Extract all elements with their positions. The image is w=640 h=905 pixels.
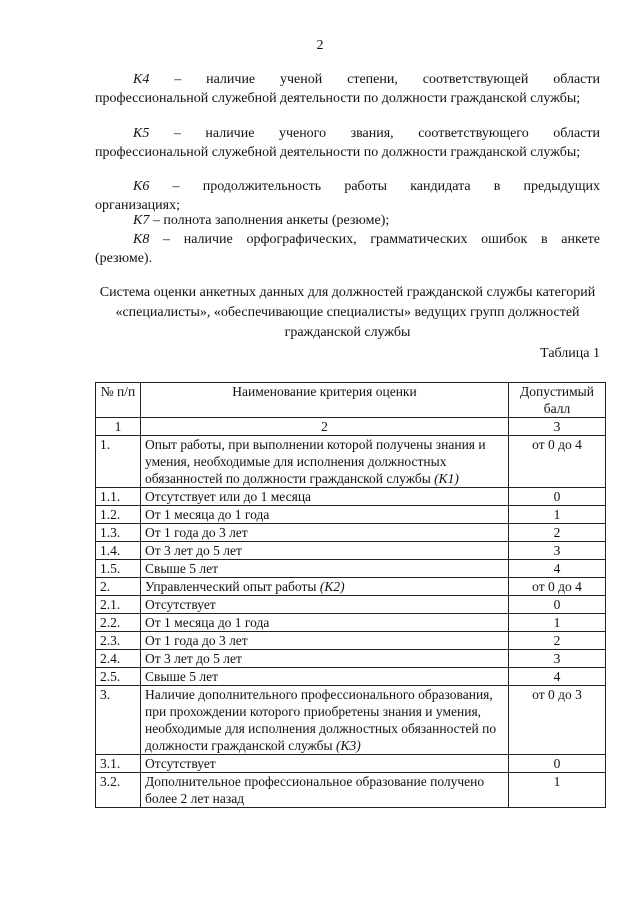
row-number: 2.2.	[96, 614, 141, 632]
row-score: 0	[509, 596, 606, 614]
table-label: Таблица 1	[540, 346, 600, 361]
row-number: 1.5.	[96, 560, 141, 578]
column-number: 3	[509, 418, 606, 436]
criterion-code: K4	[133, 72, 150, 87]
criterion-name: От 1 года до 3 лет	[145, 633, 248, 648]
row-number: 1.3.	[96, 524, 141, 542]
table-row	[96, 524, 606, 542]
table-row	[96, 632, 606, 650]
table-row	[96, 596, 606, 614]
criterion-code: (K1)	[434, 471, 459, 486]
row-score: от 0 до 3	[509, 686, 606, 755]
row-criterion	[141, 773, 509, 808]
criterion-k7	[95, 211, 600, 230]
criterion-first-line: – полнота заполнения анкеты (резюме);	[152, 213, 390, 228]
row-criterion	[141, 668, 509, 686]
column-number-row	[96, 418, 606, 436]
row-score: от 0 до 4	[509, 578, 606, 596]
row-criterion	[141, 686, 509, 755]
criterion-code: (K3)	[335, 738, 361, 753]
criterion-name: Дополнительное профессиональное образование получено более 2 лет назад	[145, 774, 485, 806]
row-score: 1	[509, 773, 606, 808]
criterion-name: От 3 лет до 5 лет	[145, 543, 242, 558]
criterion-name: От 1 месяца до 1 года	[145, 507, 270, 522]
row-score: 1	[509, 506, 606, 524]
row-criterion	[141, 632, 509, 650]
table-row	[96, 542, 606, 560]
criterion-k6	[95, 177, 600, 215]
row-number: 1.4.	[96, 542, 141, 560]
row-number: 3.	[96, 686, 141, 755]
criterion-first-line: – наличие орфографических, грамматических ошибок в анкете	[163, 232, 601, 247]
criterion-code: (K2)	[319, 579, 345, 594]
row-criterion	[141, 506, 509, 524]
table-row	[96, 773, 606, 808]
row-number: 2.1.	[96, 596, 141, 614]
row-criterion	[141, 596, 509, 614]
criterion-name: Свыше 5 лет	[145, 561, 218, 576]
row-criterion	[141, 650, 509, 668]
row-score: 2	[509, 632, 606, 650]
table-row	[96, 436, 606, 488]
criterion-rest: профессиональной служебной деятельности по должности гражданской службы;	[95, 145, 581, 160]
row-score: 4	[509, 668, 606, 686]
criterion-rest: профессиональной служебной деятельности по должности гражданской службы;	[95, 91, 581, 106]
row-number: 3.1.	[96, 755, 141, 773]
criterion-name: Наличие дополнительного профессионального образования, при прохождении которого приобретены знания и умения, необходимые для исполнения должностных обязанностей по должности гражданской службы	[145, 687, 497, 753]
table-row	[96, 578, 606, 596]
criterion-code: K7	[133, 213, 150, 228]
criterion-k5	[95, 124, 600, 162]
table-row	[96, 755, 606, 773]
table-row	[96, 668, 606, 686]
table-body	[96, 436, 606, 808]
row-number: 2.4.	[96, 650, 141, 668]
row-score: 1	[509, 614, 606, 632]
row-criterion	[141, 542, 509, 560]
row-score: 0	[509, 488, 606, 506]
criterion-name: От 3 лет до 5 лет	[145, 651, 242, 666]
criterion-first-line: – наличие ученой степени, соответствующей области	[174, 72, 600, 87]
header-number: № п/п	[96, 383, 141, 418]
criterion-name: Опыт работы, при выполнении которой получены знания и умения, необходимые для исполнения должностных обязанностей по должности гражданской службы	[145, 437, 486, 486]
row-criterion	[141, 488, 509, 506]
criterion-first-line: – наличие ученого звания, соответствующего области	[173, 126, 601, 141]
scoring-table	[95, 382, 606, 808]
criterion-code: K5	[133, 126, 150, 141]
table-row	[96, 650, 606, 668]
criterion-rest: организациях;	[95, 198, 180, 213]
row-criterion	[141, 560, 509, 578]
column-number: 1	[96, 418, 141, 436]
row-score: от 0 до 4	[509, 436, 606, 488]
criterion-name: Отсутствует	[145, 756, 216, 771]
section-title: Система оценки анкетных данных для должностей гражданской службы категорий «специалисты», «обеспечивающие специалисты» ведущих групп должностей гражданской службы	[99, 285, 596, 340]
criterion-name: От 1 года до 3 лет	[145, 525, 248, 540]
row-number: 1.	[96, 436, 141, 488]
criterion-name: Отсутствует	[145, 597, 216, 612]
table-row	[96, 488, 606, 506]
criterion-name: Управленческий опыт работы	[145, 579, 317, 594]
row-criterion	[141, 436, 509, 488]
criterion-rest: (резюме).	[95, 251, 153, 266]
criterion-name: Свыше 5 лет	[145, 669, 218, 684]
criterion-code: K8	[133, 232, 150, 247]
page-number: 2	[316, 38, 324, 53]
table-header-row	[96, 383, 606, 418]
row-number: 3.2.	[96, 773, 141, 808]
header-score: Допустимый балл	[509, 383, 606, 418]
row-criterion	[141, 614, 509, 632]
table-row	[96, 686, 606, 755]
criterion-name: Отсутствует или до 1 месяца	[145, 489, 312, 504]
row-score: 0	[509, 755, 606, 773]
row-criterion	[141, 755, 509, 773]
criterion-k4	[95, 70, 600, 108]
row-score: 3	[509, 542, 606, 560]
row-score: 3	[509, 650, 606, 668]
row-number: 2.	[96, 578, 141, 596]
criterion-name: От 1 месяца до 1 года	[145, 615, 270, 630]
criterion-k8	[95, 230, 600, 268]
row-criterion	[141, 578, 509, 596]
table-row	[96, 506, 606, 524]
criterion-code: K6	[133, 179, 150, 194]
row-number: 1.2.	[96, 506, 141, 524]
column-number: 2	[141, 418, 509, 436]
row-number: 2.5.	[96, 668, 141, 686]
table-row	[96, 560, 606, 578]
row-criterion	[141, 524, 509, 542]
criterion-first-line: – продолжительность работы кандидата в предыдущих	[172, 179, 601, 194]
table-row	[96, 614, 606, 632]
header-criterion: Наименование критерия оценки	[141, 383, 509, 418]
row-number: 2.3.	[96, 632, 141, 650]
row-number: 1.1.	[96, 488, 141, 506]
row-score: 2	[509, 524, 606, 542]
row-score: 4	[509, 560, 606, 578]
